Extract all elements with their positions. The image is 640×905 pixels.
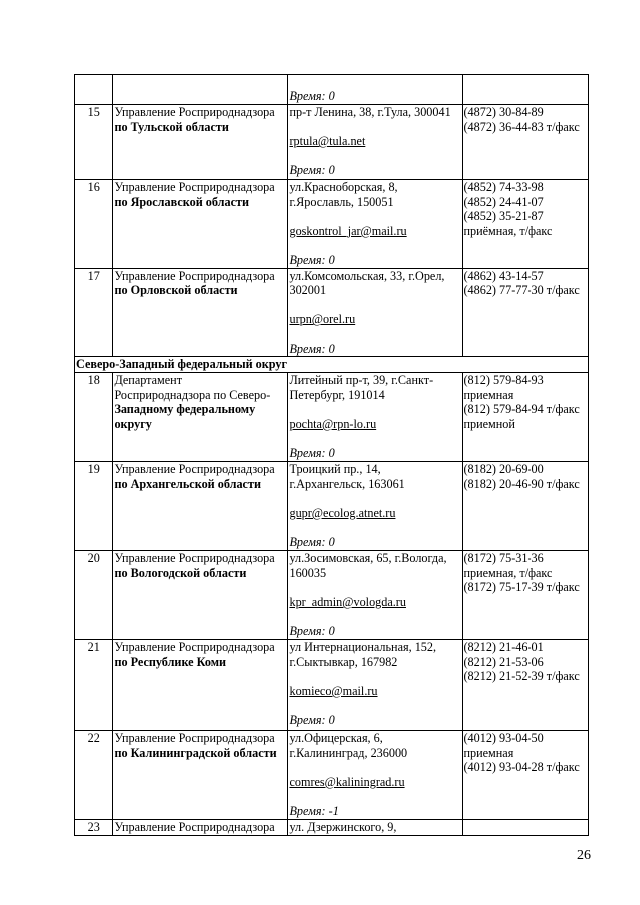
dept-cell: Управление Росприроднадзора по Тульской области <box>113 105 288 180</box>
table-row <box>75 820 589 836</box>
row-number: 16 <box>75 180 113 269</box>
phone-cell: (8172) 75-31-36 приемная, т/факс (8172) 75-17-39 т/факс <box>462 551 589 640</box>
table-row-top-partial <box>75 75 589 105</box>
table-row <box>75 731 589 820</box>
row-number: 17 <box>75 268 113 357</box>
row-number: 23 <box>75 820 113 836</box>
dept-cell: Управление Росприроднадзора по Вологодской области <box>113 551 288 640</box>
table-row <box>75 268 589 357</box>
table-row <box>75 640 589 731</box>
table-row <box>75 551 589 640</box>
time-note: Время: 0 <box>289 89 335 104</box>
row-number: 20 <box>75 551 113 640</box>
email-link[interactable]: goskontrol_jar@mail.ru <box>289 223 407 238</box>
dept-cell: Управление Росприроднадзора <box>113 820 288 836</box>
row-number: 21 <box>75 640 113 731</box>
time-note: Время: -1 <box>289 804 339 819</box>
time-note: Время: 0 <box>289 535 335 550</box>
dept-cell: Управление Росприроднадзора по Орловской области <box>113 268 288 357</box>
contacts-table <box>74 74 589 836</box>
email-link[interactable]: comres@kaliningrad.ru <box>289 774 405 789</box>
dept-cell: Управление Росприроднадзора по Архангельской области <box>113 462 288 551</box>
dept-cell: Управление Росприроднадзора по Ярославской области <box>113 180 288 269</box>
table-row <box>75 180 589 269</box>
address-cell: ул.Комсомольская, 33, г.Орел, 302001 urpn@orel.ru Время: 0 <box>288 268 462 357</box>
time-note: Время: 0 <box>289 624 335 639</box>
phone-cell: (4012) 93-04-50 приемная (4012) 93-04-28 т/факс <box>462 731 589 820</box>
page-number: 26 <box>577 848 591 863</box>
email-link[interactable]: gupr@ecolog.atnet.ru <box>289 505 396 520</box>
table-row <box>75 105 589 180</box>
dept-cell: Департамент Росприроднадзора по Северо- Западному федеральному округу <box>113 373 288 462</box>
address-cell: ул. Дзержинского, 9, <box>288 820 462 836</box>
phone-cell: (4852) 74-33-98 (4852) 24-41-07 (4852) 35-21-87 приёмная, т/факс <box>462 180 589 269</box>
email-link[interactable]: kpr_admin@vologda.ru <box>289 594 406 609</box>
row-number: 18 <box>75 373 113 462</box>
email-link[interactable]: urpn@orel.ru <box>289 312 356 327</box>
phone-cell: (812) 579-84-93 приемная (812) 579-84-94 т/факс приемной <box>462 373 589 462</box>
dept-cell: Управление Росприроднадзора по Калининградской области <box>113 731 288 820</box>
address-cell: Литейный пр-т, 39, г.Санкт- Петербург, 191014 pochta@rpn-lo.ru Время: 0 <box>288 373 462 462</box>
phone-cell: (8212) 21-46-01 (8212) 21-53-06 (8212) 21-52-39 т/факс <box>462 640 589 731</box>
address-cell: ул Интернациональная, 152, г.Сыктывкар, 167982 komieco@mail.ru Время: 0 <box>288 640 462 731</box>
address-cell: Троицкий пр., 14, г.Архангельск, 163061 gupr@ecolog.atnet.ru Время: 0 <box>288 462 462 551</box>
phone-cell: (4872) 30-84-89 (4872) 36-44-83 т/факс <box>462 105 589 180</box>
region-header: Северо-Западный федеральный округ <box>75 357 589 373</box>
region-header-row <box>75 357 589 373</box>
row-number: 22 <box>75 731 113 820</box>
time-note: Время: 0 <box>289 163 335 178</box>
address-cell: пр-т Ленина, 38, г.Тула, 300041 rptula@tula.net Время: 0 <box>288 105 462 180</box>
address-cell: ул.Красноборская, 8, г.Ярославль, 150051 goskontrol_jar@mail.ru Время: 0 <box>288 180 462 269</box>
time-note: Время: 0 <box>289 446 335 461</box>
address-cell: ул.Зосимовская, 65, г.Вологда, 160035 kpr_admin@vologda.ru Время: 0 <box>288 551 462 640</box>
row-number: 19 <box>75 462 113 551</box>
phone-cell: (8182) 20-69-00 (8182) 20-46-90 т/факс <box>462 462 589 551</box>
time-note: Время: 0 <box>289 341 335 356</box>
dept-cell: Управление Росприроднадзора по Республике Коми <box>113 640 288 731</box>
email-link[interactable]: komieco@mail.ru <box>289 683 378 698</box>
email-link[interactable]: pochta@rpn-lo.ru <box>289 416 377 431</box>
address-cell: ул.Офицерская, 6, г.Калининград, 236000 comres@kaliningrad.ru Время: -1 <box>288 731 462 820</box>
row-number: 15 <box>75 105 113 180</box>
table-row <box>75 462 589 551</box>
time-note: Время: 0 <box>289 713 335 728</box>
phone-cell: (4862) 43-14-57 (4862) 77-77-30 т/факс <box>462 268 589 357</box>
email-link[interactable]: rptula@tula.net <box>289 134 366 149</box>
table-row <box>75 373 589 462</box>
time-note: Время: 0 <box>289 252 335 267</box>
phone-cell <box>462 820 589 836</box>
